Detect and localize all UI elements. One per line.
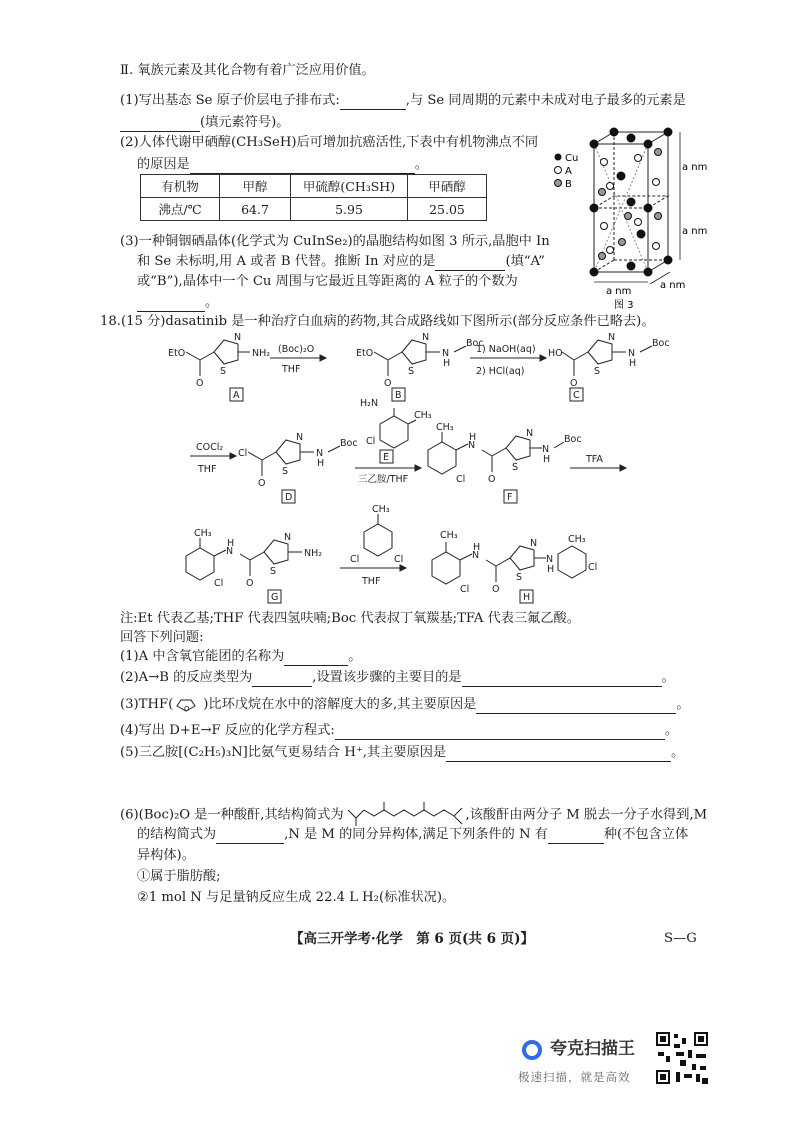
scanner-logo-icon: [522, 1040, 542, 1060]
q2-text-c: 。: [414, 157, 428, 172]
atom-label: H: [469, 432, 477, 443]
figure-caption: 图 3: [614, 300, 634, 311]
reagent-label: TFA: [586, 454, 603, 465]
atom-label: Cl: [456, 474, 466, 485]
atom-label: EtO: [168, 348, 186, 359]
atom-label: NH₂: [304, 548, 323, 559]
atom-label: H: [629, 358, 637, 369]
crystal-cell-figure: [538, 122, 718, 312]
q18-q2: [120, 669, 675, 687]
atom-label: N: [422, 332, 430, 343]
scanner-slogan: 极速扫描，就是高效: [518, 1070, 631, 1084]
atom-label: N: [542, 444, 550, 455]
dimension-label: a nm: [682, 226, 708, 237]
atom-label: S: [512, 462, 519, 473]
q3-text-e: 。: [205, 295, 219, 310]
part2-q1: [120, 92, 686, 110]
atom-label: H₂N: [360, 398, 379, 409]
q18-q5: [120, 744, 684, 762]
answer-blank[interactable]: [340, 95, 406, 110]
atom-label: H: [473, 542, 481, 553]
q18-q4-end: 。: [664, 723, 679, 738]
legend-a: A: [565, 166, 572, 177]
table-cell: 沸点/℃: [141, 198, 220, 221]
q2-text-b: 的原因是: [137, 157, 190, 172]
compound-label: H: [523, 592, 531, 603]
atom-label: N: [442, 348, 450, 359]
part2-q2-cont: [137, 156, 428, 174]
compound-labels: [230, 388, 583, 603]
answer-blank[interactable]: [446, 747, 671, 762]
answer-blank[interactable]: [190, 159, 415, 174]
q18-q3-text: (3)THF(: [120, 697, 174, 712]
q18-q6-cont2: 异构体)。: [137, 848, 195, 863]
atom-label: S: [594, 366, 601, 377]
table-header: 甲硒醇: [408, 175, 487, 198]
reagent-label: THF: [282, 364, 301, 375]
answer-blank[interactable]: [137, 297, 205, 312]
atom-label: H: [227, 538, 235, 549]
atom-label: Cl: [214, 578, 224, 589]
atom-label: O: [258, 478, 266, 489]
page-footer-code: S—G: [664, 931, 697, 946]
q18-answer-prompt: 回答下列问题:: [120, 630, 204, 645]
reaction-arrows: [190, 355, 626, 571]
atom-label: N: [234, 332, 242, 343]
atom-label: S: [220, 366, 227, 377]
atom-label: H: [543, 454, 551, 465]
atom-label: S: [408, 366, 415, 377]
table-cell: 64.7: [220, 198, 291, 221]
atom-label: S: [516, 572, 523, 583]
atom-label: EtO: [356, 348, 374, 359]
reagent-label: (Boc)₂O: [278, 344, 315, 355]
atom-label: CH₃: [568, 534, 586, 545]
atom-label: Cl: [350, 554, 360, 565]
table-row: [141, 198, 487, 221]
q18-q6-text: (6)(Boc)₂O 是一种酸酐,其结构简式为: [120, 807, 344, 823]
table-header: 甲醇: [220, 175, 291, 198]
part2-q1-cont: [120, 114, 289, 132]
atom-label: Boc: [340, 438, 358, 449]
atom-label: CH₃: [414, 410, 432, 421]
atom-label: O: [246, 578, 254, 589]
reagent-label: THF: [362, 576, 381, 587]
table-header: 有机物: [141, 175, 220, 198]
q18-q6-text-b: ,该酸酐由两分子 M 脱去一分子水得到,M: [465, 807, 708, 823]
atom-label: HO: [548, 348, 563, 359]
atom-label: S: [270, 566, 277, 577]
atom-label: N: [226, 546, 234, 557]
atom-label: Cl: [460, 584, 470, 595]
part2-q2: (2)人体代谢甲硒醇(CH₃SeH)后可增加抗癌活性,下表中有机物沸点不同: [120, 135, 539, 150]
legend-cu: Cu: [565, 153, 579, 164]
atom-label: N: [546, 554, 554, 565]
reagent-label: 三乙胺/THF: [358, 474, 409, 485]
thf-oxygen: O: [184, 704, 190, 713]
q18-q5-text: (5)三乙胺[(C₂H₅)₃N]比氨气更易结合 H⁺,其主要原因是: [120, 745, 447, 760]
atom-label: Cl: [394, 554, 404, 565]
atom-label: NH₂: [252, 348, 271, 359]
answer-blank[interactable]: [284, 651, 348, 666]
table-row: [141, 175, 487, 198]
answer-blank[interactable]: [216, 829, 284, 844]
answer-blank[interactable]: [335, 725, 665, 740]
reagent-label: COCl₂: [196, 442, 224, 453]
atom-label: Boc: [652, 338, 670, 349]
legend: [555, 153, 579, 190]
table-cell: 25.05: [408, 198, 487, 221]
atom-label: O: [196, 378, 204, 389]
q18-q6-text-d: ,N 是 M 的同分异构体,满足下列条件的 N 有: [284, 827, 548, 842]
q18-q3-end: 。: [676, 697, 690, 712]
scheme-lines: [186, 340, 652, 584]
q18-q1: [120, 648, 361, 666]
q18-q1-text: (1)A 中含氧官能团的名称为: [120, 649, 285, 664]
compound-label: A: [233, 390, 240, 401]
part2-q3-cont: [137, 253, 545, 271]
atom-label: CH₃: [372, 504, 390, 515]
atom-label: H: [547, 564, 555, 575]
q18-q1-end: 。: [348, 649, 362, 664]
answer-blank[interactable]: [435, 256, 505, 271]
atom-label: N: [608, 332, 616, 343]
answer-blank[interactable]: [476, 699, 676, 714]
reagent-label: 1) NaOH(aq): [476, 344, 536, 355]
table-cell: 5.95: [291, 198, 408, 221]
atom-label: S: [282, 466, 289, 477]
compound-label: F: [507, 492, 513, 503]
boiling-point-table: [140, 174, 487, 221]
atom-label: CH₃: [436, 422, 454, 433]
legend-a-dot: [555, 167, 562, 174]
compound-label: G: [271, 592, 279, 603]
q18-q2-text: (2)A→B 的反应类型为: [120, 670, 253, 685]
atom-label: N: [526, 428, 534, 439]
q18-intro: 18.(15 分)dasatinib 是一种治疗白血病的药物,其合成路线如下图所示(部分反应条件已略去)。: [100, 314, 655, 329]
qr-code-icon: [654, 1030, 710, 1086]
part2-q3: (3)一种铜铟硒晶体(化学式为 CuInSe₂)的晶胞结构如图 3 所示,晶胞中 In: [120, 234, 550, 249]
thf-structure-icon: [173, 697, 203, 713]
atom-label: N: [316, 448, 324, 459]
q3-text-c: (填“A”: [505, 254, 545, 269]
atom-label: Boc: [466, 338, 484, 349]
compound-label: D: [285, 492, 293, 503]
atom-label: CH₃: [194, 528, 212, 539]
atom-label: N: [472, 550, 480, 561]
dimension-label: a nm: [660, 280, 686, 291]
q18-note: 注:Et 代表乙基;THF 代表四氢呋喃;Boc 代表叔丁氧羰基;TFA 代表三氟乙酸。: [120, 611, 580, 626]
compound-label: B: [395, 390, 402, 401]
atom-label: Cl: [366, 436, 376, 447]
atom-label: N: [530, 538, 538, 549]
atom-label: N: [284, 532, 292, 543]
atom-label: CH₃: [440, 530, 458, 541]
part2-heading: Ⅱ. 氧族元素及其化合物有着广泛应用价值。: [120, 63, 375, 78]
reagent-label: 2) HCl(aq): [476, 366, 525, 377]
atom-label: N: [296, 432, 304, 443]
atom-label: O: [488, 474, 496, 485]
atom-label: O: [492, 584, 500, 595]
q18-q4: [120, 722, 678, 740]
q1-text-a: (1)写出基态 Se 原子价层电子排布式:: [120, 93, 340, 108]
q18-cond1: ①属于脂肪酸;: [137, 869, 221, 884]
legend-b-dot: [555, 180, 562, 187]
q1-text-c: (填元素符号)。: [200, 115, 290, 130]
dimension-label: a nm: [606, 286, 632, 297]
page-footer-title: 【高三开学考·化学 第 6 页(共 6 页)】: [290, 931, 535, 947]
q18-q3: [120, 696, 690, 714]
atom-label: Cl: [588, 562, 598, 573]
q18-q2-text-b: ,设置该步骤的主要目的是: [312, 670, 462, 685]
q18-q4-text: (4)写出 D+E→F 反应的化学方程式:: [120, 723, 335, 738]
scanner-brand: 夸克扫描王: [550, 1039, 635, 1059]
answer-blank[interactable]: [120, 117, 200, 132]
q18-q6-text-e: 种(不包含立体: [603, 827, 689, 842]
atom-label: N: [468, 440, 476, 451]
table-header: 甲硫醇(CH₃SH): [291, 175, 408, 198]
compound-label: E: [383, 452, 390, 463]
atom-label: H: [443, 358, 451, 369]
atom-label: Cl: [238, 448, 248, 459]
atom-label: N: [628, 348, 636, 359]
q18-q5-end: 。: [671, 745, 685, 760]
q18-q6-text-c: 的结构简式为: [137, 827, 217, 842]
atom-label: O: [384, 378, 392, 389]
q3-text-b: 和 Se 未标明,用 A 或者 B 代替。推断 In 对应的是: [137, 254, 436, 269]
synthesis-scheme: [150, 332, 680, 612]
legend-cu-dot: [555, 154, 562, 161]
q18-q2-end: 。: [661, 670, 675, 685]
part2-q3-cont3: [137, 294, 218, 312]
q18-cond2: ②1 mol N 与足量钠反应生成 22.4 L H₂(标准状况)。: [137, 890, 456, 905]
atom-label: Boc: [564, 434, 582, 445]
q1-text-b: ,与 Se 同周期的元素中未成对电子最多的元素是: [405, 93, 686, 108]
q18-q3-text-b: )比环戊烷在水中的溶解度大的多,其主要原因是: [203, 697, 477, 712]
reagent-label: THF: [198, 464, 217, 475]
cell-atoms: [590, 128, 672, 276]
part2-q3-cont2: 或“B”),晶体中一个 Cu 周围与它最近且等距离的 A 粒子的个数为: [137, 274, 518, 289]
atom-label: O: [570, 378, 578, 389]
answer-blank[interactable]: [548, 829, 604, 844]
answer-blank[interactable]: [462, 672, 662, 687]
legend-b: B: [565, 179, 572, 190]
answer-blank[interactable]: [252, 672, 312, 687]
q18-q6-cont: [137, 826, 688, 844]
compound-label: C: [573, 390, 580, 401]
atom-label: H: [317, 458, 325, 469]
dimension-label: a nm: [682, 162, 708, 173]
